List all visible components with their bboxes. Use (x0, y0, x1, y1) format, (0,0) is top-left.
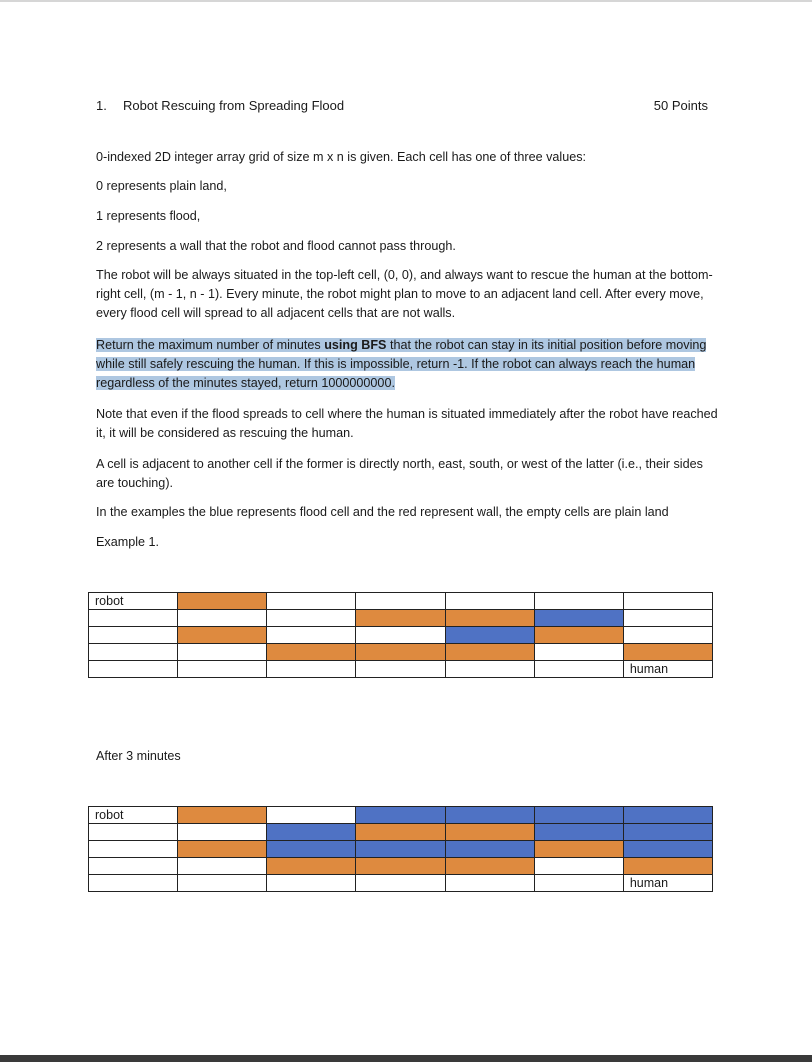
grid-row (89, 841, 713, 858)
land-cell (178, 824, 267, 841)
wall-cell (623, 858, 712, 875)
wall-cell (534, 841, 623, 858)
flood-cell (356, 841, 445, 858)
task-text-a: Return the maximum number of minutes (96, 338, 325, 352)
land-cell (445, 661, 534, 678)
highlighted-text (96, 338, 706, 390)
land-cell (623, 627, 712, 644)
human-cell: human (623, 875, 712, 892)
grid-row (89, 858, 713, 875)
land-cell (534, 661, 623, 678)
wall-cell (178, 807, 267, 824)
paragraph-intro: 0-indexed 2D integer array grid of size m x n is given. Each cell has one of three values: (96, 150, 587, 164)
land-cell (89, 841, 178, 858)
land-cell (89, 824, 178, 841)
land-cell (623, 610, 712, 627)
land-cell (267, 593, 356, 610)
example-grid-after (88, 806, 713, 892)
wall-cell (623, 644, 712, 661)
wall-cell (534, 627, 623, 644)
robot-cell: robot (89, 807, 178, 824)
paragraph-note: Note that even if the flood spreads to cell where the human is situated immediately after the robot have reached it, it will be considered as rescuing the human. (96, 407, 718, 440)
flood-cell (267, 824, 356, 841)
land-cell (356, 875, 445, 892)
land-cell (89, 610, 178, 627)
paragraph-robot-behavior: The robot will be always situated in the top-left cell, (0, 0), and always want to rescue the human at the bottom-right cell, (m - 1, n - 1). Every minute, the robot might plan to move to an adjacent land cell. After every move, every flood cell will spread to all adjacent cells that are not walls. (96, 268, 713, 320)
land-cell (89, 627, 178, 644)
land-cell (89, 644, 178, 661)
land-cell (356, 661, 445, 678)
paragraph-value-1: 1 represents flood, (96, 209, 201, 223)
grid-row (89, 593, 713, 610)
land-cell (89, 875, 178, 892)
land-cell (267, 807, 356, 824)
flood-cell (445, 627, 534, 644)
flood-cell (534, 807, 623, 824)
problem-title: Robot Rescuing from Spreading Flood (123, 98, 345, 113)
wall-cell (445, 644, 534, 661)
paragraph-value-0: 0 represents plain land, (96, 179, 227, 193)
example-grid-initial (88, 592, 713, 678)
paragraph-task (96, 336, 724, 393)
land-cell (534, 644, 623, 661)
land-cell (623, 593, 712, 610)
flood-cell (267, 841, 356, 858)
land-cell (356, 627, 445, 644)
land-cell (445, 593, 534, 610)
wall-cell (356, 824, 445, 841)
land-cell (178, 610, 267, 627)
land-cell (178, 875, 267, 892)
problem-points: 50 Points (653, 98, 708, 113)
flood-cell (534, 824, 623, 841)
bottom-toolbar-edge (0, 1055, 812, 1062)
land-cell (89, 858, 178, 875)
robot-cell: robot (89, 593, 178, 610)
grid-row (89, 610, 713, 627)
grid-row (89, 875, 713, 892)
grid-row (89, 661, 713, 678)
land-cell (534, 858, 623, 875)
wall-cell (445, 610, 534, 627)
land-cell (267, 610, 356, 627)
wall-cell (178, 841, 267, 858)
land-cell (267, 661, 356, 678)
paragraph-value-2: 2 represents a wall that the robot and flood cannot pass through. (96, 239, 456, 253)
flood-cell (356, 807, 445, 824)
grid-row (89, 824, 713, 841)
flood-cell (623, 824, 712, 841)
wall-cell (356, 858, 445, 875)
grid-row (89, 644, 713, 661)
paragraph-adjacency: A cell is adjacent to another cell if the former is directly north, east, south, or west of the latter (i.e., their sides are touching). (96, 457, 703, 490)
wall-cell (178, 627, 267, 644)
land-cell (89, 661, 178, 678)
land-cell (356, 593, 445, 610)
wall-cell (178, 593, 267, 610)
wall-cell (356, 644, 445, 661)
land-cell (445, 875, 534, 892)
task-text-b: that the robot can stay in its initial position before moving while still safely rescuing the human. If this is impossible, return -1. If the robot can always reach the human regardless of the minutes stayed, return 1000000000. (96, 338, 707, 390)
grid-row (89, 627, 713, 644)
land-cell (178, 858, 267, 875)
task-text-bold: using BFS (324, 338, 387, 352)
problem-number: 1. (96, 98, 107, 113)
land-cell (267, 627, 356, 644)
grid-row (89, 807, 713, 824)
after-minutes-label: After 3 minutes (96, 749, 181, 763)
flood-cell (534, 610, 623, 627)
land-cell (178, 661, 267, 678)
wall-cell (356, 610, 445, 627)
wall-cell (267, 644, 356, 661)
flood-cell (445, 841, 534, 858)
paragraph-legend: In the examples the blue represents flood cell and the red represent wall, the empty cells are plain land (96, 505, 669, 519)
land-cell (534, 593, 623, 610)
example-label: Example 1. (96, 535, 159, 549)
land-cell (267, 875, 356, 892)
flood-cell (623, 807, 712, 824)
human-cell: human (623, 661, 712, 678)
wall-cell (445, 824, 534, 841)
land-cell (178, 644, 267, 661)
wall-cell (267, 858, 356, 875)
flood-cell (623, 841, 712, 858)
flood-cell (445, 807, 534, 824)
wall-cell (445, 858, 534, 875)
land-cell (534, 875, 623, 892)
